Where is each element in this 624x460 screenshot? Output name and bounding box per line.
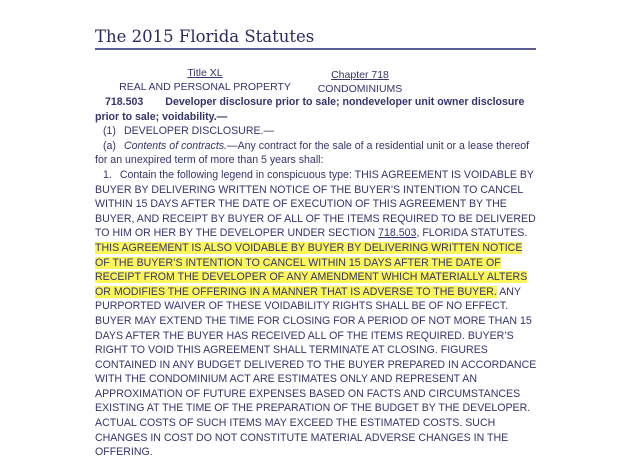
chapter-name: CONDOMINIUMS <box>317 83 403 95</box>
item-text-end: ANY PURPORTED WAIVER OF THESE VOIDABILITY RIGHTS SHALL BE OF NO EFFECT. BUYER MAY EXTEND THE TIME FOR CLOSING FOR A PERIOD OF NOT MORE THAN 15 DAYS AFTER THE BUYER HAS RECEIVED ALL OF THE ITEMS REQUIRED. BUYER’S RIGHT TO VOID THIS AGREEMENT SHALL TERMINATE AT CLOSING. FIGURES CONTAINED IN ANY BUDGET DELIVERED TO THE BUYER PREPARED IN ACCORDANCE WITH THE CONDOMINIUM ACT ARE ESTIMATES ONLY AND REPRESENT AN APPROXIMATION OF FUTURE EXPENSES BASED ON FACTS AND CIRCUMSTANCES EXISTING AT THE TIME OF THE PREPARATION OF THE BUDGET BY THE DEVELOPER. ACTUAL COSTS OF SUCH ITEMS MAY EXCEED THE ESTIMATED COSTS. SUCH CHANGES IN COST DO NOT CONSTITUTE MATERIAL ADVERSE CHANGES IN THE OFFERING. <box>95 285 537 459</box>
paragraph-label: (a) <box>103 139 116 152</box>
chapter-block <box>300 68 420 96</box>
page-title: The 2015 Florida Statutes <box>95 27 315 46</box>
section-number: 718.503 <box>105 96 144 108</box>
title-divider <box>95 48 536 50</box>
subsection-text: DEVELOPER DISCLOSURE.— <box>123 125 275 138</box>
section-title: Developer disclosure prior to sale; nondeveloper unit owner disclosure prior to sale; voidability.— <box>95 96 525 123</box>
title-block <box>110 66 300 94</box>
title-name: REAL AND PERSONAL PROPERTY <box>119 81 291 93</box>
chapter-link[interactable]: Chapter 718 <box>331 69 389 81</box>
statute-body <box>95 95 538 460</box>
paragraph-catchline: Contents of contracts. <box>123 139 227 152</box>
item-text: Contain the following legend in conspicuous type: THIS AGREEMENT IS VOIDABLE BY BUYER BY DELIVERING WRITTEN NOTICE OF THE BUYER’S INTENTION TO CANCEL WITHIN 15 DAYS AFTER THE DATE OF EXECUTION OF THIS AGREEMENT BY THE BUYER, AND RECEIPT BY BUYER OF ALL OF THE ITEMS REQUIRED TO BE DELIVERED TO HIM OR HER BY THE DEVELOPER UNDER SECTION <box>95 168 536 240</box>
paragraph-a <box>95 139 538 168</box>
item-text-cont: , FLORIDA STATUTES. <box>416 227 528 240</box>
paragraph-text: —Any contract for the sale of a residential unit or a lease thereof for an unexpired term of more than 5 years shall: <box>95 139 530 167</box>
section-link[interactable]: 718.503 <box>378 227 417 240</box>
subsection-1 <box>95 124 538 139</box>
highlighted-text: THIS AGREEMENT IS ALSO VOIDABLE BY BUYER BY DELIVERING WRITTEN NOTICE OF THE BUYER’S INTENTION TO CANCEL WITHIN 15 DAYS AFTER THE DATE OF RECEIPT FROM THE DEVELOPER OF ANY AMENDMENT WHICH MATERIALLY ALTERS OR MODIFIES THE OFFERING IN A MANNER THAT IS ADVERSE TO THE BUYER. <box>95 241 528 298</box>
section-heading <box>95 95 538 124</box>
title-link[interactable]: Title XL <box>187 67 223 79</box>
item-1 <box>95 168 538 460</box>
item-label: 1. <box>103 168 112 181</box>
subsection-label: (1) <box>103 125 116 138</box>
